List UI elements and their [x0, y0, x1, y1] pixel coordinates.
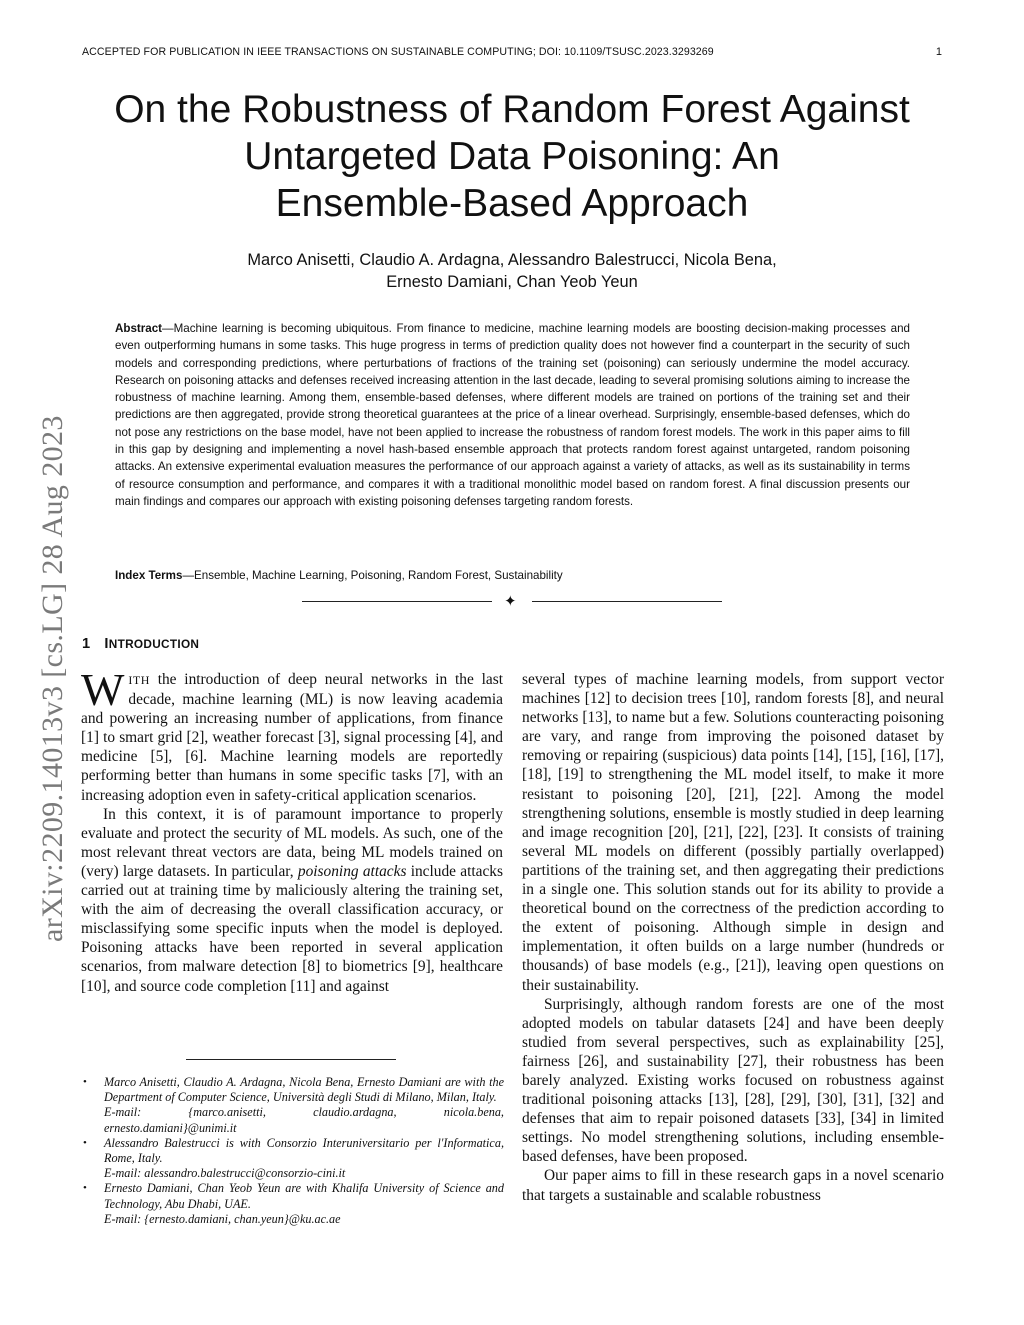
title-line: Untargeted Data Poisoning: An — [244, 135, 780, 178]
divider-line-right — [532, 601, 722, 602]
drop-cap-rest: ITH — [128, 673, 150, 687]
arxiv-side-stamp: arXiv:2209.14013v3 [cs.LG] 28 Aug 2023 — [36, 415, 69, 942]
index-terms-text: —Ensemble, Machine Learning, Poisoning, Random Forest, Sustainability — [182, 569, 563, 582]
section-number: 1 — [82, 636, 91, 652]
right-column — [522, 670, 944, 1205]
bullet-icon: • — [83, 1182, 87, 1195]
paper-title — [82, 86, 942, 227]
body-paragraph — [81, 805, 503, 996]
email-part: nicola.bena, — [443, 1105, 504, 1120]
bullet-icon: • — [83, 1076, 87, 1088]
abstract-text: —Machine learning is becoming ubiquitous. From finance to medicine, machine learning models are boosting decision-making processes and even outperforming humans in some tasks. This huge progress in terms of prediction quality does not however find a counterpart in the security of such models and corresponding predictions, where perturbations of fractions of the training set (poisoning) can seriously undermine the model accuracy. Research on poisoning attacks and defenses received increasing attention in the last decade, leading to several promising solutions aiming to increase the robustness of machine learning. Among them, ensemble-based defenses, where different models are trained on portions of the training set and their predictions are then aggregated, provide strong theoretical guarantees at the price of a linear overhead. Surprisingly, ensemble-based defenses, which do not pose any restrictions on the base model, have not been applied to increase the robustness of random forest models. The work in this paper aims to fill in this gap by designing and implementing a novel hash-based ensemble approach that protects random forest against untargeted, random poisoning attacks. An extensive experimental evaluation measures the performance of our approach against a variety of attacks, as well as its sustainability in terms of resource consumption and performance, and compares it with a traditional monolithic model based on random forest. A final discussion presents our main findings and compares our approach with existing poisoning defenses targeting random forests. — [115, 322, 910, 508]
body-paragraph — [81, 664, 503, 805]
section-divider — [302, 593, 722, 614]
title-line: Ensemble-Based Approach — [275, 182, 749, 225]
emphasis-term: poisoning attacks — [297, 862, 407, 880]
footnote-item — [80, 1075, 504, 1136]
paragraph-text: include attacks carried out at training time by maliciously altering the training set, with the aim of decreasing the overall classification accuracy, or misclassifying some specific inputs when the model is deployed. Poisoning attacks have been reported in several application scenarios, from malware detection [8] to biometrics [9], healthcare [10], and source code completion [11] and against — [81, 862, 503, 995]
title-line: On the Robustness of Random Forest Against — [114, 88, 910, 131]
left-column — [81, 664, 503, 996]
email-part: {marco.anisetti, — [188, 1105, 266, 1120]
authors-line: Ernesto Damiani, Chan Yeob Yeun — [386, 273, 638, 291]
section-title-rest: NTRODUCTION — [108, 637, 200, 651]
paragraph-text: In this context, it is of paramount importance to properly evaluate and protect the security of ML models. As such, one of the most relevant threat vectors are data, being ML models trained on (very) large datasets. In particular, — [81, 805, 503, 880]
section-title-initial: I — [104, 636, 109, 652]
email-label: E-mail: — [104, 1105, 142, 1120]
divider-line-left — [302, 601, 492, 602]
four-point-star-icon: ✦ — [504, 593, 517, 610]
author-footnotes — [80, 1075, 504, 1227]
footnote-rule — [186, 1059, 396, 1060]
footnote-text: Alessandro Balestrucci is with Consorzio Interuniversitario per l'Informatica, Rome, Italy. — [104, 1135, 504, 1166]
bullet-icon: • — [83, 1136, 87, 1149]
abstract — [115, 320, 910, 510]
body-paragraph: Surprisingly, although random forests are one of the most adopted models on tabular datasets [24] and have been deeply studied from several perspectives, such as explainability [25], fairness [26], and sustainability [27], their robustness has been barely analyzed. Existing works focused on robustness against traditional poisoning attacks [13], [28], [29], [30], [31], [32] and defenses that aim to repair poisoned datasets [33], [34] in limited settings. No model strengthening solutions, including ensemble-based defenses, have been proposed. — [522, 995, 944, 1166]
email-part: ernesto.damiani}@unimi.it — [104, 1120, 237, 1135]
index-terms-label: Index Terms — [115, 569, 183, 582]
index-terms — [115, 567, 910, 584]
body-paragraph: several types of machine learning models, from support vector machines [12] to decision trees [10], random forests [8], and neural networks [13], to name but a few. Solutions counteracting poisoning are vary, and range from improving the poisoned dataset by removing or repairing (suspicious) data points [14], [15], [16], [17], [18], [19] to strengthening the ML model itself, to make it more resistant to poisoning [20], [21], [22]. Among the model strengthening solutions, ensemble is mostly studied in deep learning and image recognition [20], [21], [22], [23]. It consists of training several ML models on different (possibly partially overlapped) partitions of the training set, and then aggregating their predictions in a single one. This solution stands out for its ability to provide a theoretical bound on the correctness of the prediction according to the extent of poisoning. Although simple in design and implementation, it often builds on a large number (hundreds or thousands) of base models (e.g., [21]), leaving open questions on their sustainability. — [522, 671, 944, 994]
footnote-item — [80, 1136, 504, 1182]
footnote-text: Ernesto Damiani, Chan Yeob Yeun are with Khalifa University of Science and Technology, Abu Dhabi, UAE. — [104, 1181, 504, 1211]
body-paragraph: Our paper aims to fill in these research gaps in a novel scenario that targets a sustainable and scalable robustness — [522, 1167, 944, 1204]
footnote-text: Marco Anisetti, Claudio A. Ardagna, Nicola Bena, Ernesto Damiani are with the Department of Computer Science, Università degli Studi di Milano, Milan, Italy. — [104, 1075, 504, 1105]
authors-line: Marco Anisetti, Claudio A. Ardagna, Alessandro Balestrucci, Nicola Bena, — [247, 251, 777, 269]
abstract-label: Abstract — [115, 322, 163, 335]
footnote-email-row — [104, 1105, 504, 1120]
footnote-item — [80, 1181, 504, 1227]
running-head: ACCEPTED FOR PUBLICATION IN IEEE TRANSACTIONS ON SUSTAINABLE COMPUTING; DOI: 10.1109/TSUSC.2023.3293269 — [82, 46, 714, 58]
author-list — [82, 249, 942, 293]
email-part: claudio.ardagna, — [313, 1105, 397, 1120]
paragraph-text: the introduction of deep neural networks in the last decade, machine learning (ML) is now leaving academia and powering an increasing number of applications, from finance [1] to smart grid [2], weather forecast [3], signal processing [4], and medicine [5], [6]. Machine learning models are reportedly performing better than humans in some specific tasks [7], with an increasing adoption even in safety-critical application scenarios. — [81, 671, 503, 804]
footnote-email: E-mail: {ernesto.damiani, chan.yeun}@ku.ac.ae — [104, 1211, 341, 1226]
page-number: 1 — [935, 46, 942, 58]
section-heading-introduction — [82, 636, 199, 652]
drop-cap: W — [81, 664, 125, 715]
footnote-email: E-mail: alessandro.balestrucci@consorzio-cini.it — [104, 1166, 346, 1181]
